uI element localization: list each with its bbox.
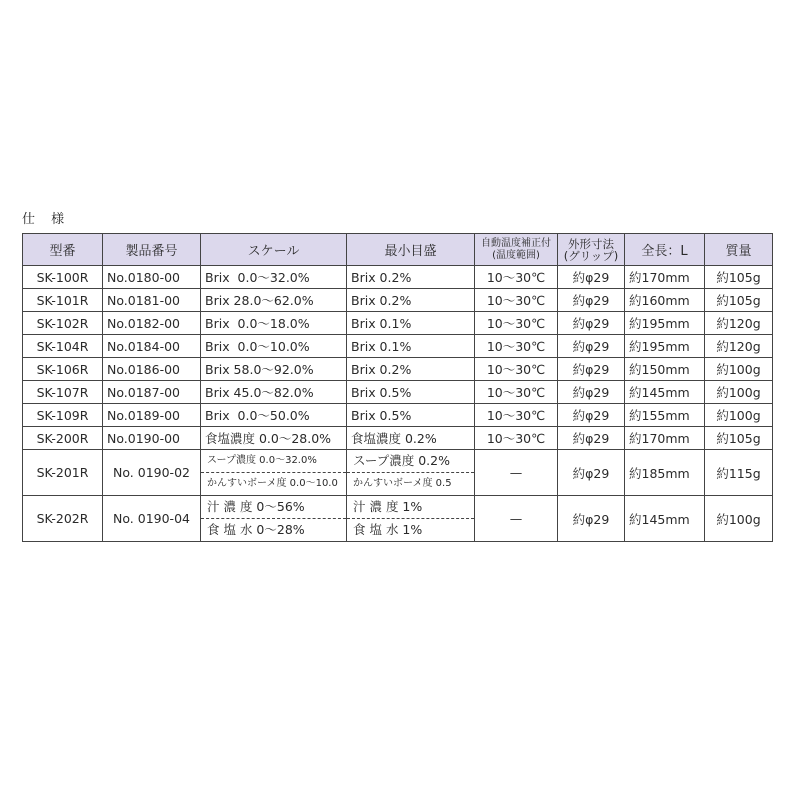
table-row bbox=[23, 450, 773, 496]
cell-mass: 約105g bbox=[705, 427, 773, 450]
cell-temp-range: 10～30℃ bbox=[475, 427, 558, 450]
cell-length: 約155mm bbox=[625, 404, 705, 427]
cell-mass: 約120g bbox=[705, 312, 773, 335]
cell-grip: 約φ29 bbox=[558, 450, 625, 496]
cell-mass: 約100g bbox=[705, 496, 773, 542]
cell-model: SK-104R bbox=[23, 335, 103, 358]
scale-line: スープ濃度 0.0～32.0% bbox=[201, 450, 346, 473]
table-row bbox=[23, 358, 773, 381]
header-length: 全長：L bbox=[625, 234, 705, 266]
cell-scale bbox=[201, 496, 347, 542]
cell-min-scale: Brix 0.5% bbox=[347, 404, 475, 427]
cell-scale: 食塩濃度 0.0～28.0% bbox=[201, 427, 347, 450]
cell-product-number: No.0181-00 bbox=[103, 289, 201, 312]
header-temp-line2: (温度範囲) bbox=[492, 249, 540, 261]
cell-product-number: No.0180-00 bbox=[103, 266, 201, 289]
cell-length: 約145mm bbox=[625, 496, 705, 542]
header-temp-comp bbox=[475, 234, 558, 266]
table-row bbox=[23, 289, 773, 312]
cell-scale: Brix 0.0～50.0% bbox=[201, 404, 347, 427]
cell-length: 約160mm bbox=[625, 289, 705, 312]
cell-mass: 約105g bbox=[705, 289, 773, 312]
cell-temp-range: 10～30℃ bbox=[475, 289, 558, 312]
cell-temp-range: 10～30℃ bbox=[475, 381, 558, 404]
cell-temp-range: 10～30℃ bbox=[475, 266, 558, 289]
min-scale-line: スープ濃度 0.2% bbox=[347, 450, 474, 473]
cell-model: SK-101R bbox=[23, 289, 103, 312]
cell-mass: 約100g bbox=[705, 358, 773, 381]
table-row bbox=[23, 427, 773, 450]
header-model: 型番 bbox=[23, 234, 103, 266]
cell-mass: 約105g bbox=[705, 266, 773, 289]
cell-product-number: No.0184-00 bbox=[103, 335, 201, 358]
cell-min-scale: Brix 0.2% bbox=[347, 358, 475, 381]
header-mass: 質量 bbox=[705, 234, 773, 266]
scale-line: かんすいボーメ度 0.0～10.0 bbox=[207, 478, 338, 489]
cell-scale: Brix 58.0～92.0% bbox=[201, 358, 347, 381]
spec-table bbox=[22, 233, 773, 542]
table-row bbox=[23, 335, 773, 358]
cell-grip: 約φ29 bbox=[558, 289, 625, 312]
cell-product-number: No.0187-00 bbox=[103, 381, 201, 404]
header-temp-line1: 自動温度補正付 bbox=[481, 237, 551, 249]
cell-length: 約145mm bbox=[625, 381, 705, 404]
cell-length: 約170mm bbox=[625, 266, 705, 289]
cell-model: SK-106R bbox=[23, 358, 103, 381]
cell-temp-range: 10～30℃ bbox=[475, 335, 558, 358]
header-scale: スケール bbox=[201, 234, 347, 266]
cell-temp-range: 10～30℃ bbox=[475, 404, 558, 427]
cell-min-scale: Brix 0.1% bbox=[347, 335, 475, 358]
cell-mass: 約100g bbox=[705, 404, 773, 427]
cell-mass: 約120g bbox=[705, 335, 773, 358]
cell-scale bbox=[201, 450, 347, 496]
cell-scale: Brix 0.0～18.0% bbox=[201, 312, 347, 335]
min-scale-line: 汁 濃 度 1% bbox=[347, 496, 474, 519]
cell-min-scale: 食塩濃度 0.2% bbox=[347, 427, 475, 450]
header-row bbox=[23, 234, 773, 266]
header-min-scale: 最小目盛 bbox=[347, 234, 475, 266]
cell-min-scale bbox=[347, 450, 475, 496]
table-row bbox=[23, 496, 773, 542]
cell-grip: 約φ29 bbox=[558, 381, 625, 404]
cell-model: SK-201R bbox=[23, 450, 103, 496]
cell-length: 約195mm bbox=[625, 312, 705, 335]
cell-grip: 約φ29 bbox=[558, 427, 625, 450]
cell-product-number: No.0190-00 bbox=[103, 427, 201, 450]
cell-temp-range: 10～30℃ bbox=[475, 312, 558, 335]
cell-length: 約195mm bbox=[625, 335, 705, 358]
cell-min-scale: Brix 0.5% bbox=[347, 381, 475, 404]
section-title: 仕 様 bbox=[22, 212, 71, 227]
header-dim-line2: (グリップ) bbox=[563, 248, 619, 263]
cell-min-scale: Brix 0.1% bbox=[347, 312, 475, 335]
cell-product-number: No.0182-00 bbox=[103, 312, 201, 335]
header-dim-line1: 外形寸法 bbox=[568, 236, 614, 251]
cell-temp-range: 10～30℃ bbox=[475, 358, 558, 381]
cell-grip: 約φ29 bbox=[558, 312, 625, 335]
cell-temp-range: — bbox=[475, 450, 558, 496]
table-row bbox=[23, 381, 773, 404]
cell-model: SK-200R bbox=[23, 427, 103, 450]
cell-product-number: No. 0190-04 bbox=[103, 496, 201, 542]
cell-product-number: No. 0190-02 bbox=[103, 450, 201, 496]
cell-min-scale: Brix 0.2% bbox=[347, 289, 475, 312]
header-dimensions bbox=[558, 234, 625, 266]
cell-product-number: No.0186-00 bbox=[103, 358, 201, 381]
min-scale-line: 食 塩 水 1% bbox=[353, 522, 423, 537]
cell-min-scale bbox=[347, 496, 475, 542]
cell-min-scale: Brix 0.2% bbox=[347, 266, 475, 289]
table-row bbox=[23, 266, 773, 289]
cell-product-number: No.0189-00 bbox=[103, 404, 201, 427]
table-row bbox=[23, 404, 773, 427]
cell-grip: 約φ29 bbox=[558, 335, 625, 358]
cell-scale: Brix 28.0～62.0% bbox=[201, 289, 347, 312]
cell-grip: 約φ29 bbox=[558, 496, 625, 542]
cell-model: SK-102R bbox=[23, 312, 103, 335]
cell-grip: 約φ29 bbox=[558, 404, 625, 427]
cell-mass: 約100g bbox=[705, 381, 773, 404]
cell-model: SK-109R bbox=[23, 404, 103, 427]
cell-grip: 約φ29 bbox=[558, 358, 625, 381]
scale-line: 食 塩 水 0～28% bbox=[207, 522, 305, 537]
cell-mass: 約115g bbox=[705, 450, 773, 496]
cell-length: 約185mm bbox=[625, 450, 705, 496]
cell-model: SK-100R bbox=[23, 266, 103, 289]
cell-grip: 約φ29 bbox=[558, 266, 625, 289]
cell-model: SK-202R bbox=[23, 496, 103, 542]
header-product-number: 製品番号 bbox=[103, 234, 201, 266]
table-row bbox=[23, 312, 773, 335]
cell-scale: Brix 45.0～82.0% bbox=[201, 381, 347, 404]
cell-length: 約170mm bbox=[625, 427, 705, 450]
cell-model: SK-107R bbox=[23, 381, 103, 404]
cell-scale: Brix 0.0～10.0% bbox=[201, 335, 347, 358]
scale-line: 汁 濃 度 0～56% bbox=[201, 496, 346, 519]
cell-temp-range: — bbox=[475, 496, 558, 542]
cell-length: 約150mm bbox=[625, 358, 705, 381]
min-scale-line: かんすいボーメ度 0.5 bbox=[353, 478, 452, 489]
cell-scale: Brix 0.0～32.0% bbox=[201, 266, 347, 289]
